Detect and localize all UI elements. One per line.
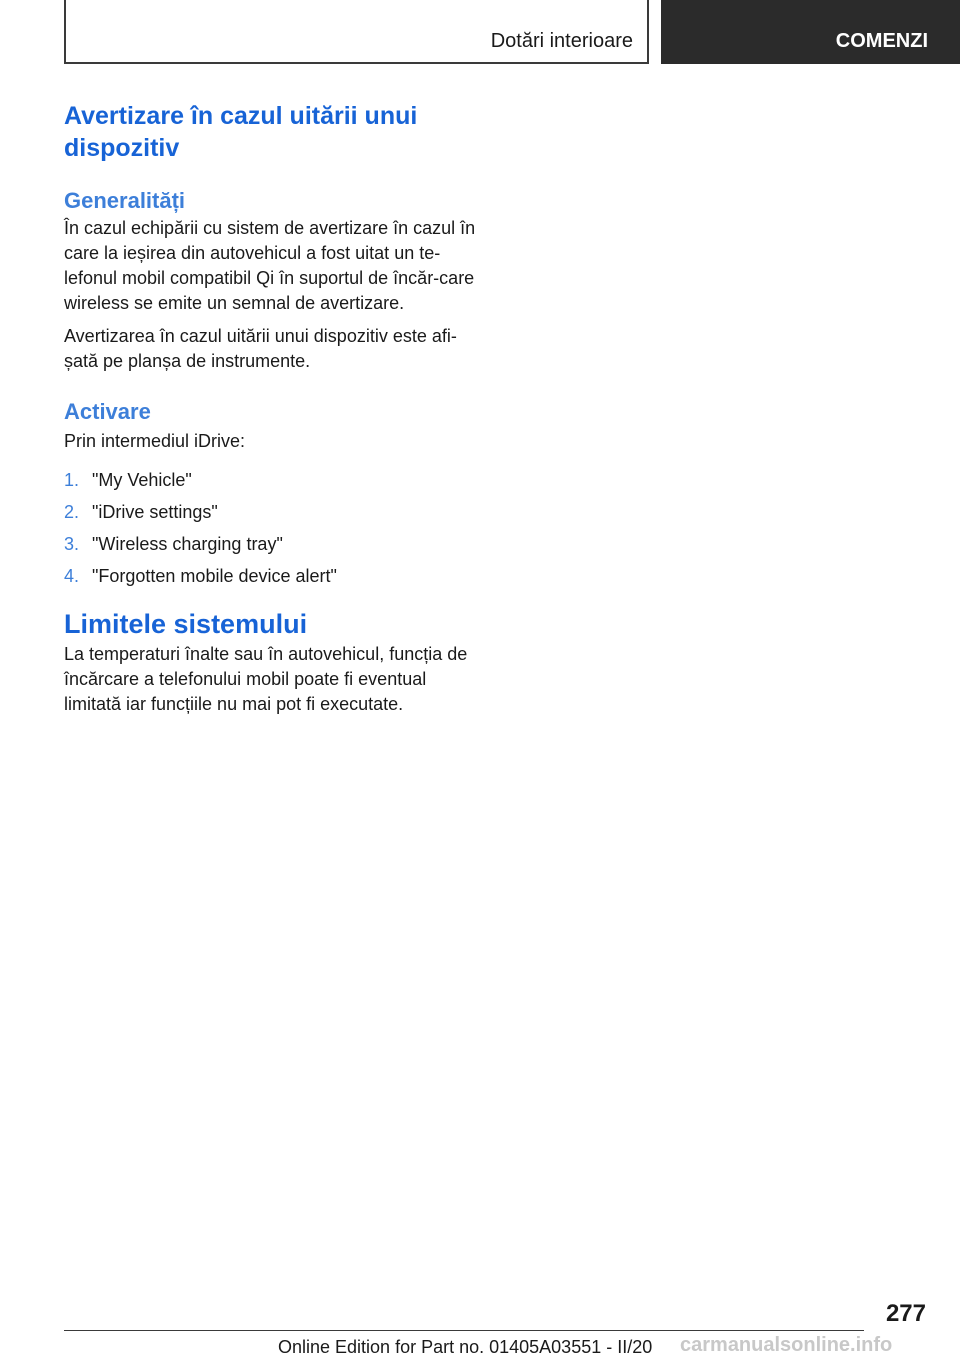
activation-intro: Prin intermediul iDrive: — [64, 431, 246, 451]
heading-limits: Limitele sistemului — [64, 609, 308, 639]
page-title: Avertizare în cazul uitării unui dispozitiv — [64, 102, 418, 162]
page-number: 277 — [885, 1300, 926, 1327]
watermark: carmanualsonline.info — [680, 1334, 893, 1356]
general-paragraph-2: Avertizarea în cazul uitării unui dispozitiv este afi-șată pe planșa de instrumente. — [64, 326, 457, 371]
general-paragraph-1: În cazul echipării cu sistem de avertizare în cazul în care la ieșirea din autovehicul a fost uitat un te-lefonul mobil compatibil Qi în suportul de încăr-care wireless se emite un semnal de avertizare. — [64, 218, 476, 313]
step-text: "iDrive settings" — [92, 502, 218, 522]
step-text: "Wireless charging tray" — [92, 534, 283, 554]
list-item — [64, 564, 484, 596]
step-number: 2. — [64, 502, 80, 522]
step-number: 3. — [64, 534, 80, 554]
list-item — [64, 468, 484, 500]
limits-paragraph: La temperaturi înalte sau în autovehicul, funcția de încărcare a telefonului mobil poate fi eventual limitată iar funcțiile nu mai pot fi executate. — [64, 644, 468, 714]
header-chapter-title: COMENZI — [835, 30, 928, 52]
page-content — [64, 100, 484, 717]
step-text: "My Vehicle" — [92, 470, 192, 490]
step-number: 1. — [64, 470, 80, 490]
activation-steps-list — [64, 468, 484, 596]
list-item — [64, 532, 484, 564]
step-text: "Forgotten mobile device alert" — [92, 566, 337, 586]
list-item — [64, 500, 484, 532]
header-chapter-box — [661, 0, 960, 64]
footer-divider — [64, 1330, 864, 1331]
footer-edition: Online Edition for Part no. 01405A03551 - II/20 — [278, 1337, 653, 1357]
header-section-box — [64, 0, 649, 64]
heading-general: Generalități — [64, 188, 186, 213]
step-number: 4. — [64, 566, 80, 586]
header-section-title: Dotări interioare — [490, 30, 633, 52]
heading-activation: Activare — [64, 399, 151, 424]
